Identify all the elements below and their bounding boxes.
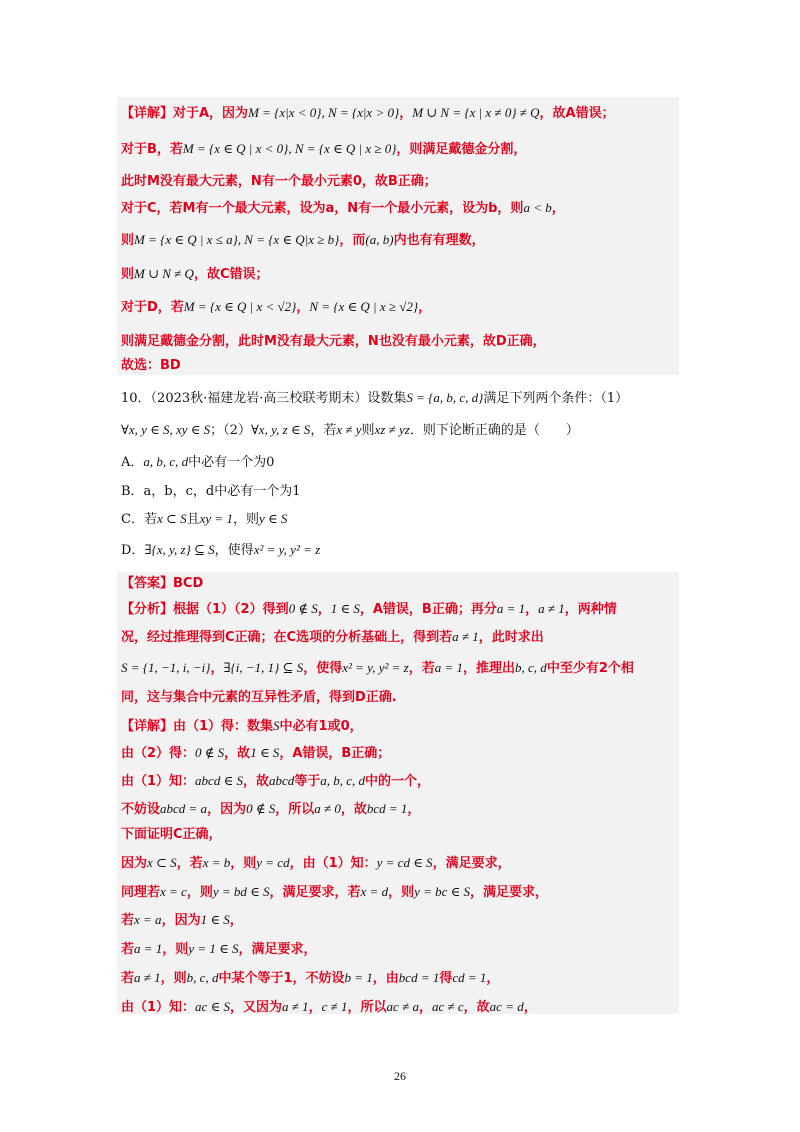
text-run: 由（2）得： [121,746,196,761]
text-run: ， [523,1000,537,1015]
math-expression: a, b, c, d [320,773,366,788]
text-run: ，若 [408,661,435,676]
math-expression: 1 ∈ S [330,601,360,616]
text-run: ，则 [388,885,415,900]
math-expression: x = d [360,884,389,899]
text-run: ，故 [463,1000,490,1015]
math-expression: ∃{x, y, z} ⊆ S [144,542,215,557]
final-choice [121,357,181,375]
math-expression: a = 1 [434,660,464,675]
text-run: 则 [361,423,375,438]
option-c [121,510,287,529]
detail-line-3 [121,173,437,191]
math-expression: a = 1 [134,941,163,956]
detail2-line-1 [121,717,363,736]
text-run: 中必有一个为0 [188,455,275,470]
detail-line-5 [121,231,485,250]
math-expression: b, c, d [186,970,219,985]
text-run: ．则下论断正确的是（ ） [409,423,579,438]
text-run: ，则 [232,512,259,527]
text-run: ，满足要求， [238,942,317,957]
detail-line-2 [121,140,526,159]
math-expression: y = cd ∈ S [376,855,433,870]
math-expression: abcd [268,773,295,788]
analysis-line-3 [121,659,634,678]
math-expression: ac = d [489,999,524,1014]
text-run: 【分析】根据（1）（2）得到 [121,602,289,617]
text-run: ，A错误，B正确；再分 [359,602,497,617]
math-expression: N = {x ∈ Q | x ≥ √2} [309,299,419,314]
text-run: 由（1）知： [121,1000,196,1015]
text-run: ， [296,300,310,315]
math-expression: y = bd ∈ S [212,884,270,899]
analysis-line-4 [121,689,397,707]
text-run: ， [407,802,421,817]
math-expression: 1 ∈ S [250,745,280,760]
text-run: ；（2） [210,423,251,438]
text-run: ， [399,106,413,121]
text-run: ， [418,1000,432,1015]
text-run: ，因为 [207,802,247,817]
text-run: ，故A错误； [539,106,615,121]
math-expression: x ≠ y [336,422,362,437]
math-expression: M = {x|x < 0}, N = {x|x > 0} [248,105,400,120]
option-d [121,541,320,560]
math-expression: ac ∈ S [195,999,230,1014]
text-run: ，由（1）知： [289,856,377,871]
text-run: 得 [439,971,453,986]
math-expression: xy = 1 [199,511,233,526]
text-run: 则满足戴德金分割，此时M没有最大元素，N也没有最小元素，故D正确， [121,334,546,349]
math-expression: 1 ∈ S [200,912,230,927]
answer-line [121,575,203,593]
math-expression: x² = y, y² = z [342,660,409,675]
detail2-line-10 [121,969,499,988]
math-expression: x = c [160,884,187,899]
math-expression: y ∈ S [258,511,288,526]
math-expression: ac ≠ a [386,999,419,1014]
detail-line-6 [121,265,268,284]
text-run: ，由 [372,971,399,986]
text-run: 对于C，若M有一个最大元素，设为a，N有一个最小元素，设为b，则 [121,201,524,216]
math-expression: M ∪ N ≠ Q [134,266,194,281]
text-run: 若 [121,942,135,957]
analysis-line-1 [121,600,617,619]
detail2-line-2 [121,744,390,763]
text-run: 内也有有理数， [393,233,485,248]
question-stem-1 [121,389,628,408]
text-run: ，则 [162,942,189,957]
text-run: ，满足要求， [432,856,511,871]
text-run: ，两种情 [564,602,617,617]
text-run: ， [525,602,539,617]
text-run: 同理若 [121,885,161,900]
math-expression: xz ≠ yz [374,422,410,437]
text-run: 若 [121,971,135,986]
analysis-line-2 [121,628,544,647]
text-run: ，又因为 [229,1000,282,1015]
text-run: 况，经过推理得到C正确；在C选项的分析基础上，得到若 [121,630,453,645]
detail-line-4 [121,199,565,218]
option-a [121,453,274,472]
text-run: ， [317,602,331,617]
math-expression: ∀x, y ∈ S, xy ∈ S [121,422,211,437]
detail2-line-6 [121,854,511,873]
detail2-line-8 [121,911,243,930]
text-run: 若 [121,913,135,928]
text-run: 且 [186,512,200,527]
text-run: 对于D，若 [121,300,184,315]
text-run: ，而 [339,233,366,248]
text-run: 满足下列两个条件：（1） [483,391,629,406]
detail-line-7 [121,298,431,317]
text-run: ，所以 [347,1000,387,1015]
text-run: 中必有1或0， [279,719,363,734]
math-expression: ∀x, y, z ∈ S [250,422,311,437]
math-expression: ∃{i, −1, 1} ⊆ S [223,660,304,675]
text-run: ， [486,971,500,986]
text-run: 故选：BD [121,358,181,373]
text-run: 中的一个， [365,774,431,789]
text-run: 10．（2023秋·福建龙岩·高三校联考期末）设数集 [121,391,407,406]
math-expression: M = {x ∈ Q | x < √2} [183,299,297,314]
math-expression: a ≠ 0 [314,801,341,816]
text-run: ，所以 [275,802,315,817]
math-expression: 0 ∉ S [246,801,276,816]
math-expression: b = 1 [344,970,373,985]
math-expression: 0 ∉ S [288,601,318,616]
option-b [121,483,301,501]
text-run: B．a，b，c，d中必有一个为1 [121,484,301,499]
text-run: ，则 [160,971,187,986]
text-run: ， [418,300,432,315]
math-expression: a = 1 [496,601,526,616]
math-expression: abcd ∈ S [195,773,243,788]
text-run: ， [210,661,224,676]
math-expression: S = {1, −1, i, −i} [121,660,211,675]
detail2-line-3 [121,772,430,791]
text-run: 则 [121,233,135,248]
math-expression: a ≠ 1 [281,999,309,1014]
text-run: 【详解】对于A，因为 [121,106,249,121]
math-expression: x ⊂ S [147,855,177,870]
detail2-line-4 [121,800,420,819]
math-expression: b, c, d [515,660,547,675]
math-expression: c ≠ 1 [321,999,348,1014]
math-expression: 0 ∉ S [195,745,225,760]
text-run: 因为 [121,856,148,871]
detail2-line-11 [121,998,537,1017]
math-expression: bcd = 1 [366,801,408,816]
math-expression: cd = 1 [452,970,487,985]
math-expression: a, b, c, d [143,454,189,469]
math-expression: S = {a, b, c, d} [406,390,484,405]
text-run: 【答案】BCD [121,576,204,591]
math-expression: a ≠ 1 [538,601,565,616]
math-expression: M ∪ N = {x | x ≠ 0} ≠ Q [412,105,540,120]
math-expression: y = bc ∈ S [414,884,471,899]
text-run: 同，这与集合中元素的互异性矛盾，得到D正确. [121,690,397,705]
text-run: 中某个等于1，不妨设 [218,971,345,986]
math-expression: a ≠ 1 [452,629,479,644]
math-expression: bcd = 1 [398,970,440,985]
text-run: 【详解】由（1）得：数集 [121,719,274,734]
text-run: A． [121,455,144,470]
math-expression: x² = y, y² = z [253,542,321,557]
text-run: 则 [121,267,135,282]
text-run: ，若 [176,856,203,871]
text-run: ，使得 [214,543,254,558]
math-expression: x ⊂ S [156,511,187,526]
math-expression: y = 1 ∈ S [188,941,239,956]
text-run: ，若 [310,423,337,438]
text-run: 等于 [294,774,321,789]
text-run: ，使得 [303,661,343,676]
detail2-line-7 [121,883,548,902]
math-expression: S [273,718,280,733]
text-run: ，故 [242,774,269,789]
text-run: ，则 [230,856,257,871]
text-run: 由（1）知： [121,774,196,789]
text-run: ，则 [186,885,213,900]
math-expression: x = b [202,855,231,870]
text-run: ，推理出 [463,661,516,676]
page-number: 26 [394,1069,406,1083]
question-stem-2 [121,421,579,440]
math-expression: (a, b) [365,232,394,247]
text-run: ，A错误，B正确； [279,746,391,761]
detail2-line-9 [121,940,317,959]
text-run: ， [308,1000,322,1015]
text-run: ， [229,913,243,928]
text-run: ，满足要求，若 [269,885,361,900]
text-run: ，故C错误； [193,267,269,282]
math-expression: y = cd [256,855,290,870]
math-expression: a ≠ 1 [134,970,161,985]
math-expression: abcd = a [160,801,208,816]
text-run: 不妨设 [121,802,161,817]
text-run: ，则满足戴德金分割， [396,142,527,157]
math-expression: M = {x ∈ Q | x < 0}, N = {x ∈ Q | x ≥ 0} [182,141,397,156]
text-run: ， [551,201,565,216]
text-run: D． [121,543,145,558]
text-run: ，满足要求， [470,885,549,900]
text-run: ，故 [224,746,251,761]
detail-line-1 [121,104,615,123]
text-run: 对于B，若 [121,142,183,157]
math-expression: x = a [134,912,162,927]
text-run: ，故 [340,802,367,817]
text-run: C．若 [121,512,157,527]
text-run: ，此时求出 [478,630,544,645]
math-expression: ac ≠ c [431,999,464,1014]
text-run: 下面证明C正确， [121,827,222,842]
text-run: ，因为 [161,913,201,928]
detail2-line-5 [121,826,222,844]
text-run: 中至少有2个相 [546,661,634,676]
math-expression: a < b [523,200,552,215]
text-run: 此时M没有最大元素，N有一个最小元素0，故B正确； [121,174,437,189]
math-expression: M = {x ∈ Q | x ≤ a}, N = {x ∈ Q|x ≥ b} [134,232,340,247]
detail-line-8 [121,333,546,351]
